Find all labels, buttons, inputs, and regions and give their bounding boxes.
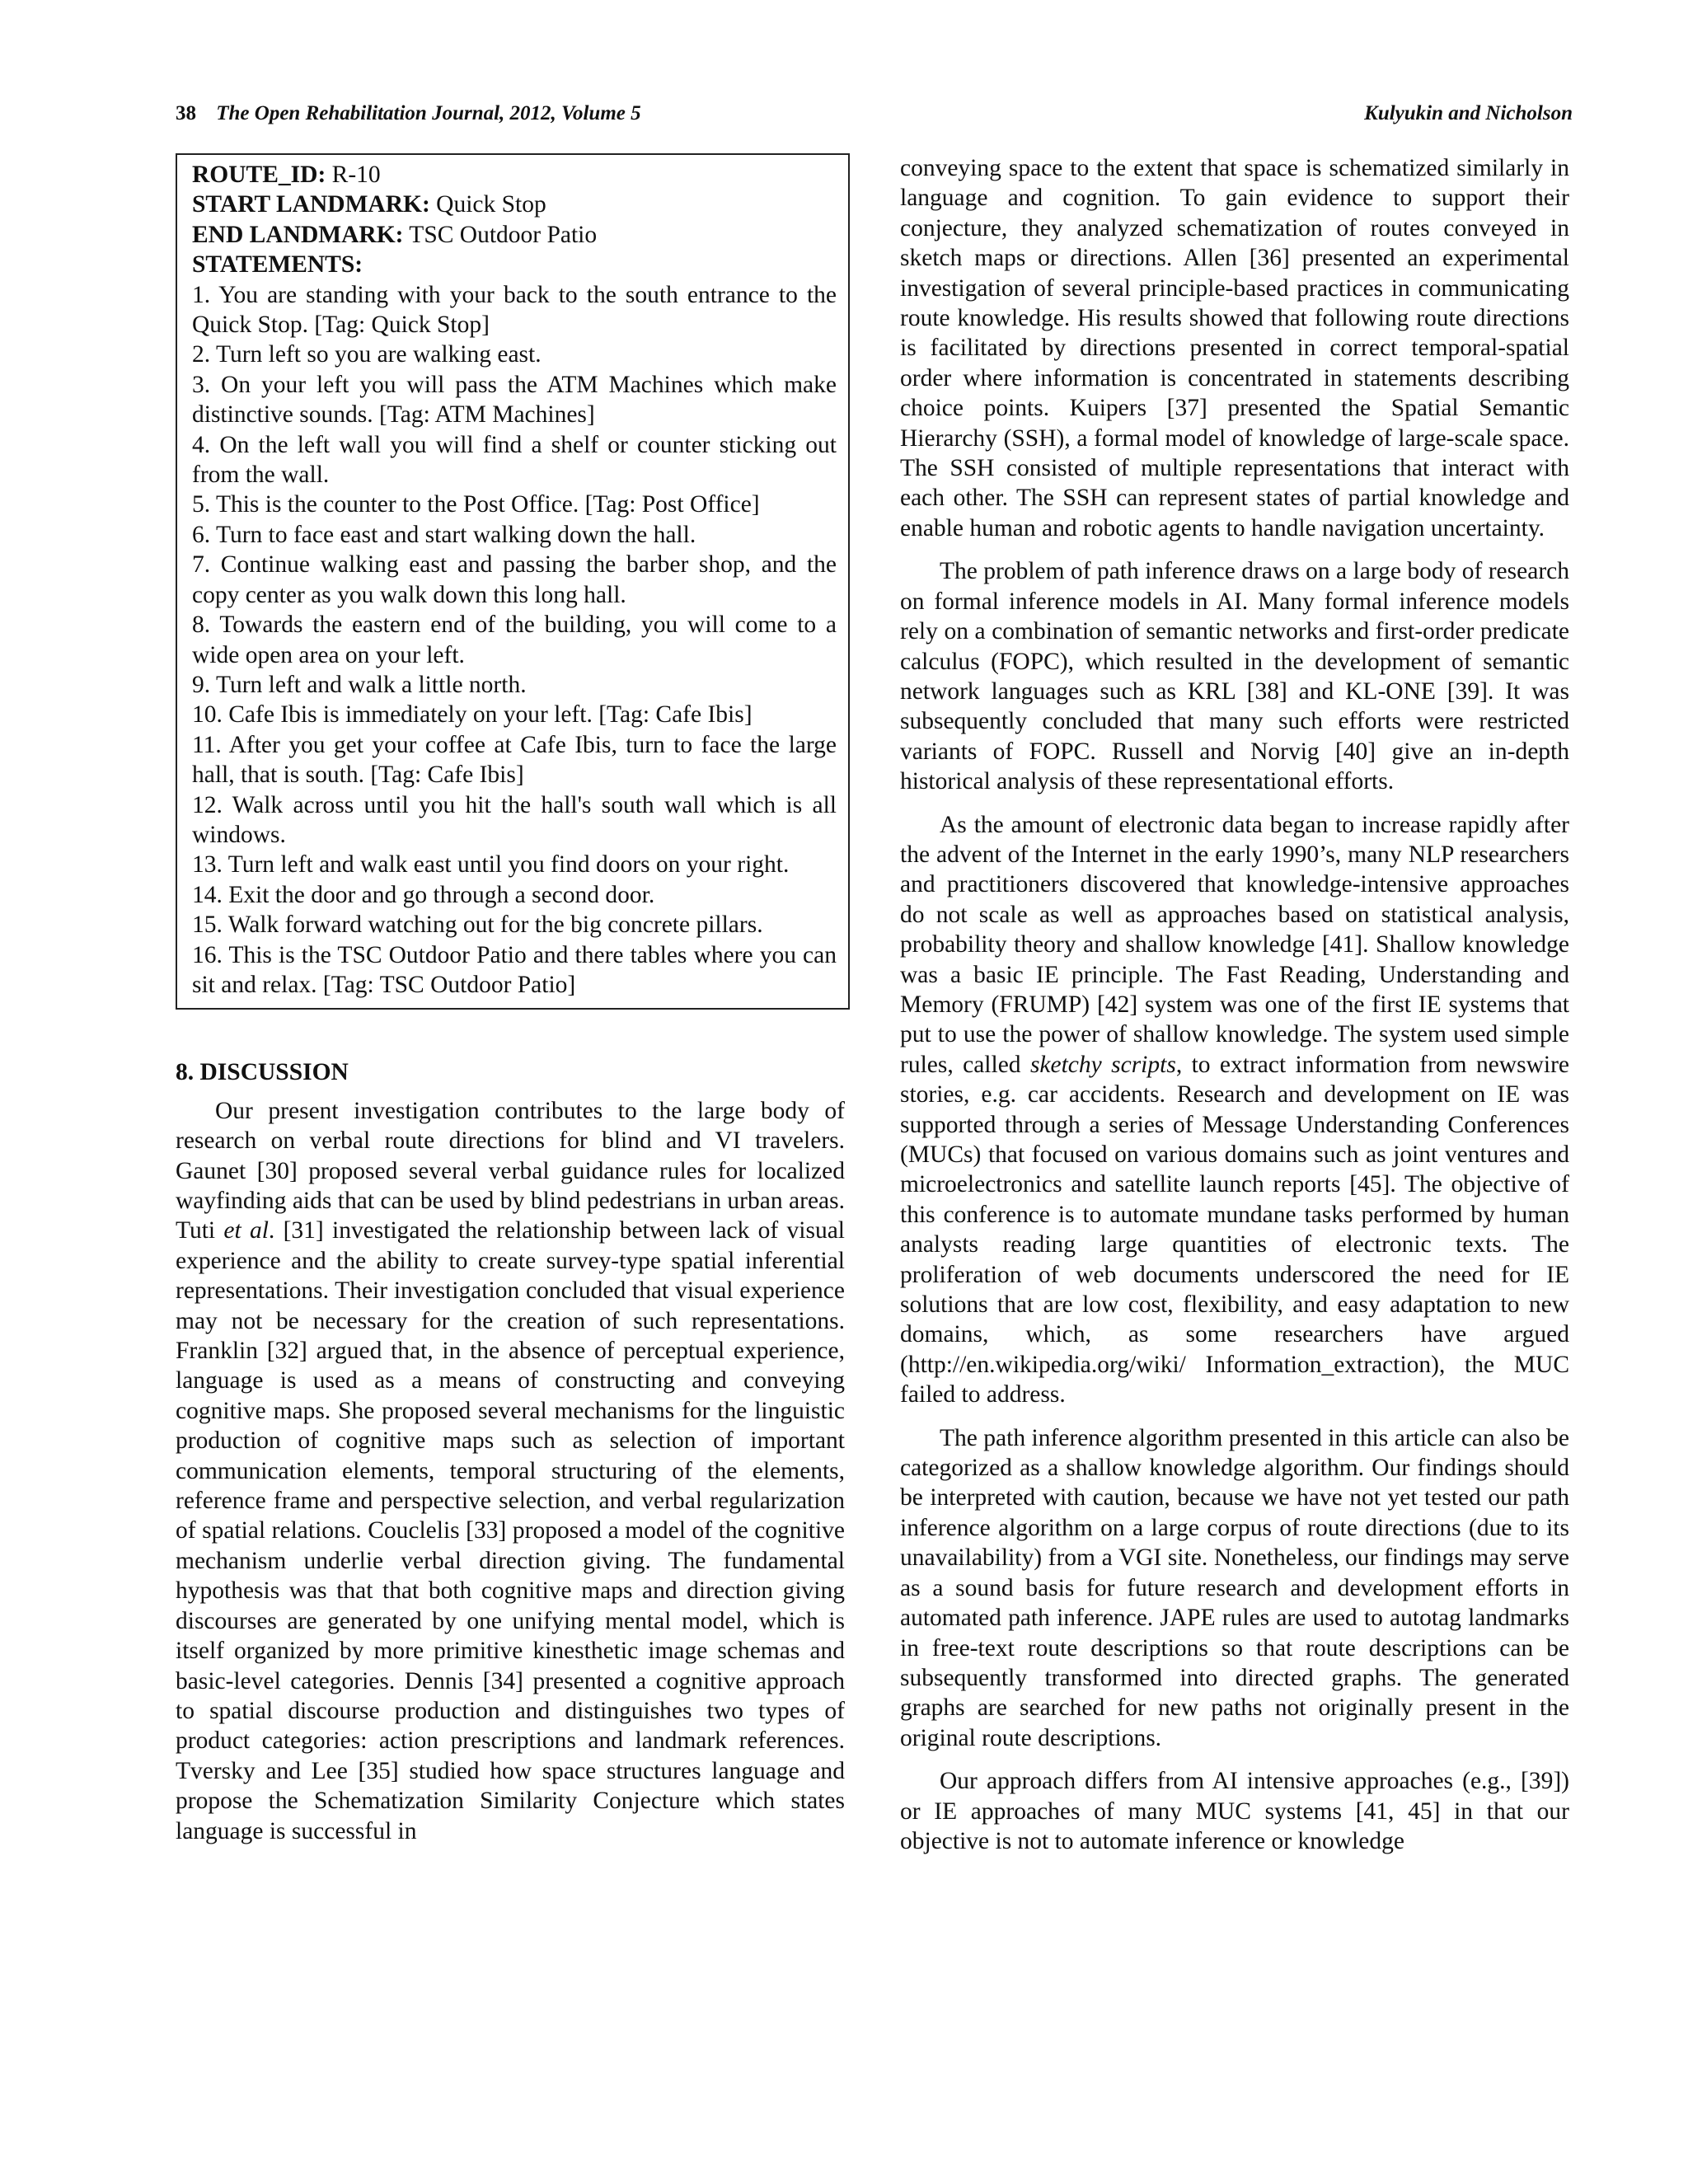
header-authors: Kulyukin and Nicholson bbox=[1364, 102, 1573, 124]
right-column bbox=[900, 153, 1569, 1869]
route-statement: 7. Continue walking east and passing the barber shop, and the copy center as you walk down this long hall. bbox=[192, 551, 837, 608]
start-landmark-value: Quick Stop bbox=[429, 191, 546, 218]
body-paragraph bbox=[900, 1766, 1569, 1856]
body-paragraph bbox=[176, 1096, 845, 1846]
body-paragraph bbox=[900, 1423, 1569, 1753]
route-statement: 16. This is the TSC Outdoor Patio and there tables where you can sit and relax. [Tag: TSC Outdoor Patio] bbox=[192, 941, 837, 998]
route-statement: 8. Towards the eastern end of the building, you will come to a wide open area on your left. bbox=[192, 612, 837, 668]
route-statement: 2. Turn left so you are walking east. bbox=[192, 341, 542, 368]
route-statement: 10. Cafe Ibis is immediately on your left. [Tag: Cafe Ibis] bbox=[192, 701, 753, 729]
route-statement: 5. This is the counter to the Post Office. [Tag: Post Office] bbox=[192, 491, 760, 518]
end-landmark-line bbox=[192, 220, 837, 250]
statements-label: STATEMENTS: bbox=[192, 251, 363, 279]
body-paragraph bbox=[900, 810, 1569, 1410]
italic-text: sketchy scripts bbox=[1029, 1051, 1176, 1078]
route-statement: 1. You are standing with your back to the south entrance to the Quick Stop. [Tag: Quick Stop] bbox=[192, 281, 837, 339]
section-heading: 8. DISCUSSION bbox=[176, 1059, 349, 1086]
route-statement: 3. On your left you will pass the ATM Machines which make distinctive sounds. [Tag: ATM Machines] bbox=[192, 371, 837, 429]
start-landmark-label: START LANDMARK: bbox=[192, 191, 430, 218]
route-id-line bbox=[192, 160, 837, 190]
route-statement: 13. Turn left and walk east until you find doors on your right. bbox=[192, 851, 790, 879]
end-landmark-value: TSC Outdoor Patio bbox=[403, 221, 598, 248]
paragraph-text: . [31] investigated the relationship between lack of visual experience and the ability to create survey-type spatial inferential representations. Their investigation concluded that visual experience may not be necessary for the creation of such representations. Franklin [32] argued that, in the absence of perceptual experience, language is used as a means of constructing and conveying cognitive maps. She proposed several mechanisms for the linguistic production of cognitive maps such as selection of important communication elements, temporal structuring of the elements, reference frame and perspective selection, and verbal regularization of spatial relations. Couclelis [33] proposed a model of the cognitive mechanism underlie verbal direction giving. The fundamental hypothesis was that that both cognitive maps and direction giving discourses are generated by one unifying mental model, which is itself organized by more primitive kinesthetic image schemas and basic-level categories. Dennis [34] presented a cognitive approach to spatial discourse production and distinguishes two types of product categories: action prescriptions and landmark references. Tversky and Lee [35] studied how space structures language and propose the Schematization Similarity Conjecture which states language is successful in bbox=[176, 1217, 845, 1844]
paragraph-text: The problem of path inference draws on a large body of research on formal inference models in AI. Many formal inference models rely on a combination of semantic networks and first-order predicate calculus (FOPC), which resulted in the development of semantic network languages such as KRL [38] and KL-ONE [39]. It was subsequently concluded that many such efforts were restricted variants of FOPC. Russell and Norvig [40] give an in-depth historical analysis of these representational efforts. bbox=[900, 558, 1569, 795]
paragraph-text: conveying space to the extent that space is schematized similarly in language and cognition. To gain evidence to support their conjecture, they analyzed schematization of routes conveyed in sketch maps or directions. Allen [36] presented an experimental investigation of several principle-based practices in communicating route knowledge. His results showed that following route directions is facilitated by directions presented in correct temporal-spatial order where information is concentrated in statements describing choice points. Kuipers [37] presented the Spatial Semantic Hierarchy (SSH), a formal model of knowledge of large-scale space. The SSH consisted of multiple representations that interact with each other. The SSH can represent states of partial knowledge and enable human and robotic agents to handle navigation uncertainty. bbox=[900, 155, 1569, 541]
route-statement: 12. Walk across until you hit the hall's south wall which is all windows. bbox=[192, 791, 837, 848]
right-body-text bbox=[900, 153, 1569, 1856]
paragraph-text: The path inference algorithm presented in this article can also be categorized as a shallow knowledge algorithm. Our findings should be interpreted with caution, because we have not yet tested our path inference algorithm on a large corpus of route directions (due to its unavailability) from a VGI site. Nonetheless, our findings may serve as a sound basis for future research and development efforts in automated path inference. JAPE rules are used to autotag landmarks in free-text route descriptions so that route descriptions can be subsequently transformed into directed graphs. The generated graphs are searched for new paths not originally present in the original route descriptions. bbox=[900, 1424, 1569, 1751]
paragraph-text: Our present investigation contributes to the large body of research on verbal route directions for blind and VI travelers. Gaunet [30] proposed several verbal guidance rules for localized wayfinding aids that can be used by blind pedestrians in urban areas. Tuti bbox=[176, 1097, 845, 1244]
route-statement: 11. After you get your coffee at Cafe Ibis, turn to face the large hall, that is south. [Tag: Cafe Ibis] bbox=[192, 731, 837, 789]
paragraph-text: Our approach differs from AI intensive approaches (e.g., [39]) or IE approaches of many MUC systems [41, 45] in that our objective is not to automate inference or knowledge bbox=[900, 1768, 1569, 1854]
body-paragraph bbox=[900, 556, 1569, 796]
route-statement: 6. Turn to face east and start walking down the hall. bbox=[192, 521, 696, 548]
italic-text: et al bbox=[223, 1217, 269, 1244]
route-id-label: ROUTE_ID: bbox=[192, 162, 326, 188]
paragraph-text: As the amount of electronic data began to increase rapidly after the advent of the Internet in the early 1990’s, many NLP researchers and practitioners discovered that knowledge-intensive approaches do not scale as well as approaches based on statistical analysis, probability theory and shallow knowledge [41]. Shallow knowledge was a basic IE principle. The Fast Reading, Understanding and Memory (FRUMP) [42] system was one of the first IE systems that put to use the power of shallow knowledge. The system used simple rules, called bbox=[900, 811, 1569, 1078]
page-number: 38 bbox=[176, 102, 196, 124]
running-header bbox=[176, 102, 1573, 135]
route-statement: 14. Exit the door and go through a second door. bbox=[192, 881, 655, 908]
route-statement: 9. Turn left and walk a little north. bbox=[192, 671, 527, 698]
route-id-value: R-10 bbox=[326, 162, 381, 188]
body-paragraph bbox=[900, 153, 1569, 543]
route-box bbox=[176, 153, 850, 1010]
route-statement: 15. Walk forward watching out for the big concrete pillars. bbox=[192, 912, 763, 939]
start-landmark-line bbox=[192, 190, 837, 219]
paragraph-text: , to extract information from newswire stories, e.g. car accidents. Research and development on IE was supported through a series of Message Understanding Conferences (MUCs) that focused on various domains such as joint ventures and microelectronics and satellite launch reports [45]. The objective of this conference is to automate mundane tasks performed by human analysts reading large quantities of electronic texts. The proliferation of web documents underscored the need for IE solutions that are low cost, flexibility, and easy adaptation to new domains, which, as some researchers have argued (http://en.wikipedia.org/wiki/ Information_extraction), the MUC failed to address. bbox=[900, 1051, 1569, 1408]
left-body-text bbox=[176, 1096, 845, 1846]
route-statement: 4. On the left wall you will find a shelf or counter sticking out from the wall. bbox=[192, 431, 837, 489]
statements-list bbox=[192, 280, 837, 1001]
journal-title: The Open Rehabilitation Journal, 2012, Volume 5 bbox=[216, 102, 641, 124]
left-column bbox=[176, 153, 845, 1859]
end-landmark-label: END LANDMARK: bbox=[192, 221, 404, 248]
